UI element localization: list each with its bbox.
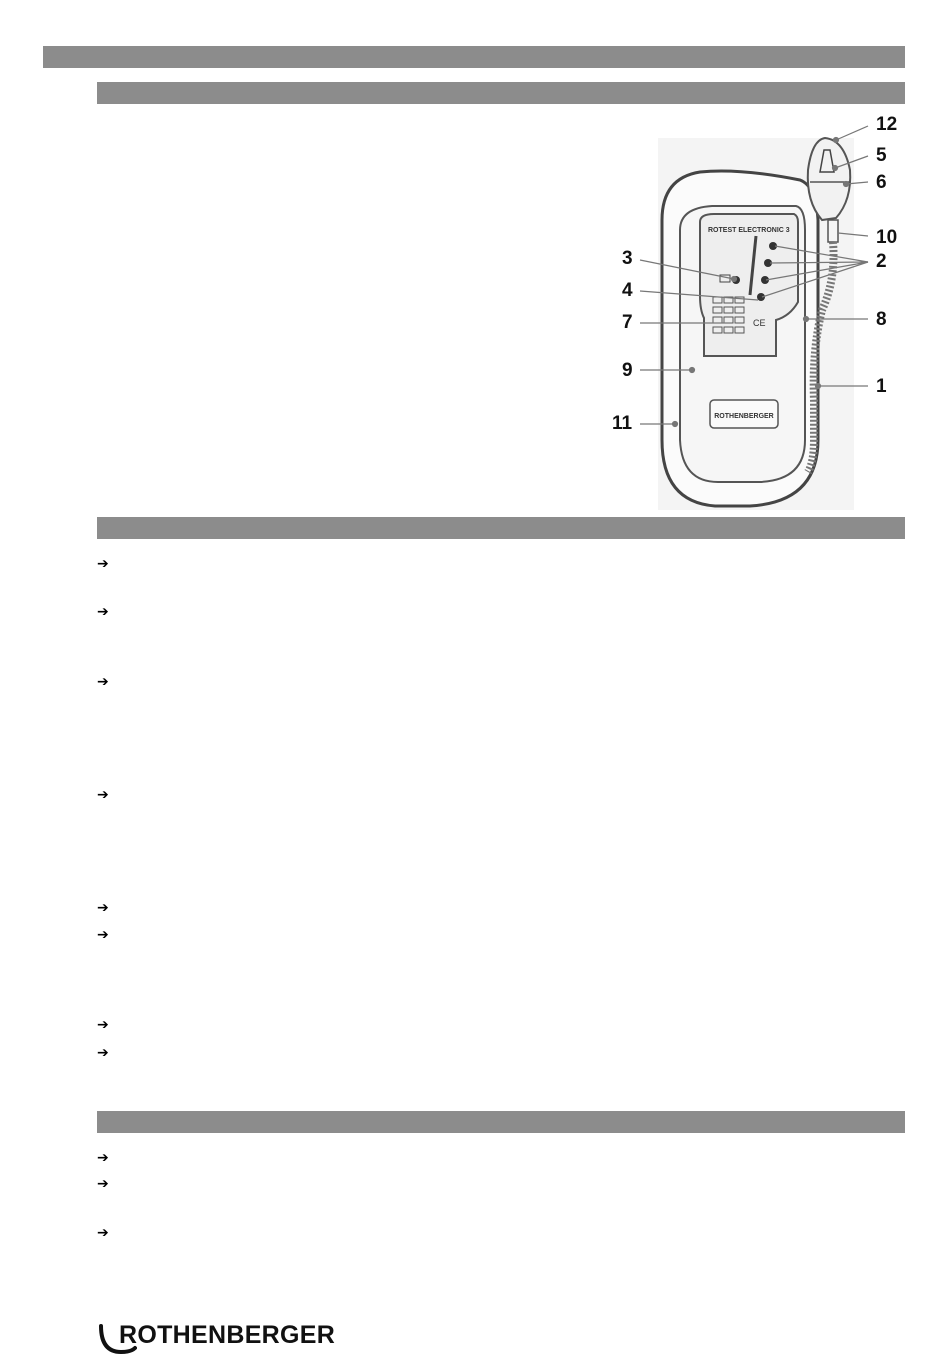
callout-9: 9 [622,360,633,381]
bullet-arrow-icon: ➔ [97,787,109,803]
bullet-arrow-icon: ➔ [97,604,109,620]
device-figure [600,110,930,510]
bullet-arrow-icon: ➔ [97,674,109,690]
section-bar-2 [97,517,905,539]
device-logo-text: ROTHENBERGER [714,413,774,420]
callout-11: 11 [612,413,633,434]
bullet-arrow-icon: ➔ [97,900,109,916]
ce-mark-text: CE [753,318,766,328]
footer-brand-text: ROTHENBERGER [119,1321,336,1349]
callout-3: 3 [622,248,633,269]
callout-7: 7 [622,312,633,333]
top-header-bar [43,46,905,68]
bullet-arrow-icon: ➔ [97,927,109,943]
bullet-arrow-icon: ➔ [97,1017,109,1033]
bullet-arrow-icon: ➔ [97,1045,109,1061]
footer-logo [97,1318,357,1358]
section-bar-3 [97,1111,905,1133]
bullet-arrow-icon: ➔ [97,1176,109,1192]
callout-4: 4 [622,280,633,301]
callout-1: 1 [876,376,887,397]
callout-6: 6 [876,172,887,193]
sensor-neck [828,220,838,242]
callout-10: 10 [876,227,898,248]
callout-8: 8 [876,309,887,330]
bullet-arrow-icon: ➔ [97,1150,109,1166]
callout-12: 12 [876,114,898,135]
bullet-arrow-icon: ➔ [97,1225,109,1241]
bullet-arrow-icon: ➔ [97,556,109,572]
callout-2: 2 [876,251,887,272]
device-title-text: ROTEST ELECTRONIC 3 [708,227,790,234]
section-bar-1 [97,82,905,104]
callout-5: 5 [876,145,887,166]
